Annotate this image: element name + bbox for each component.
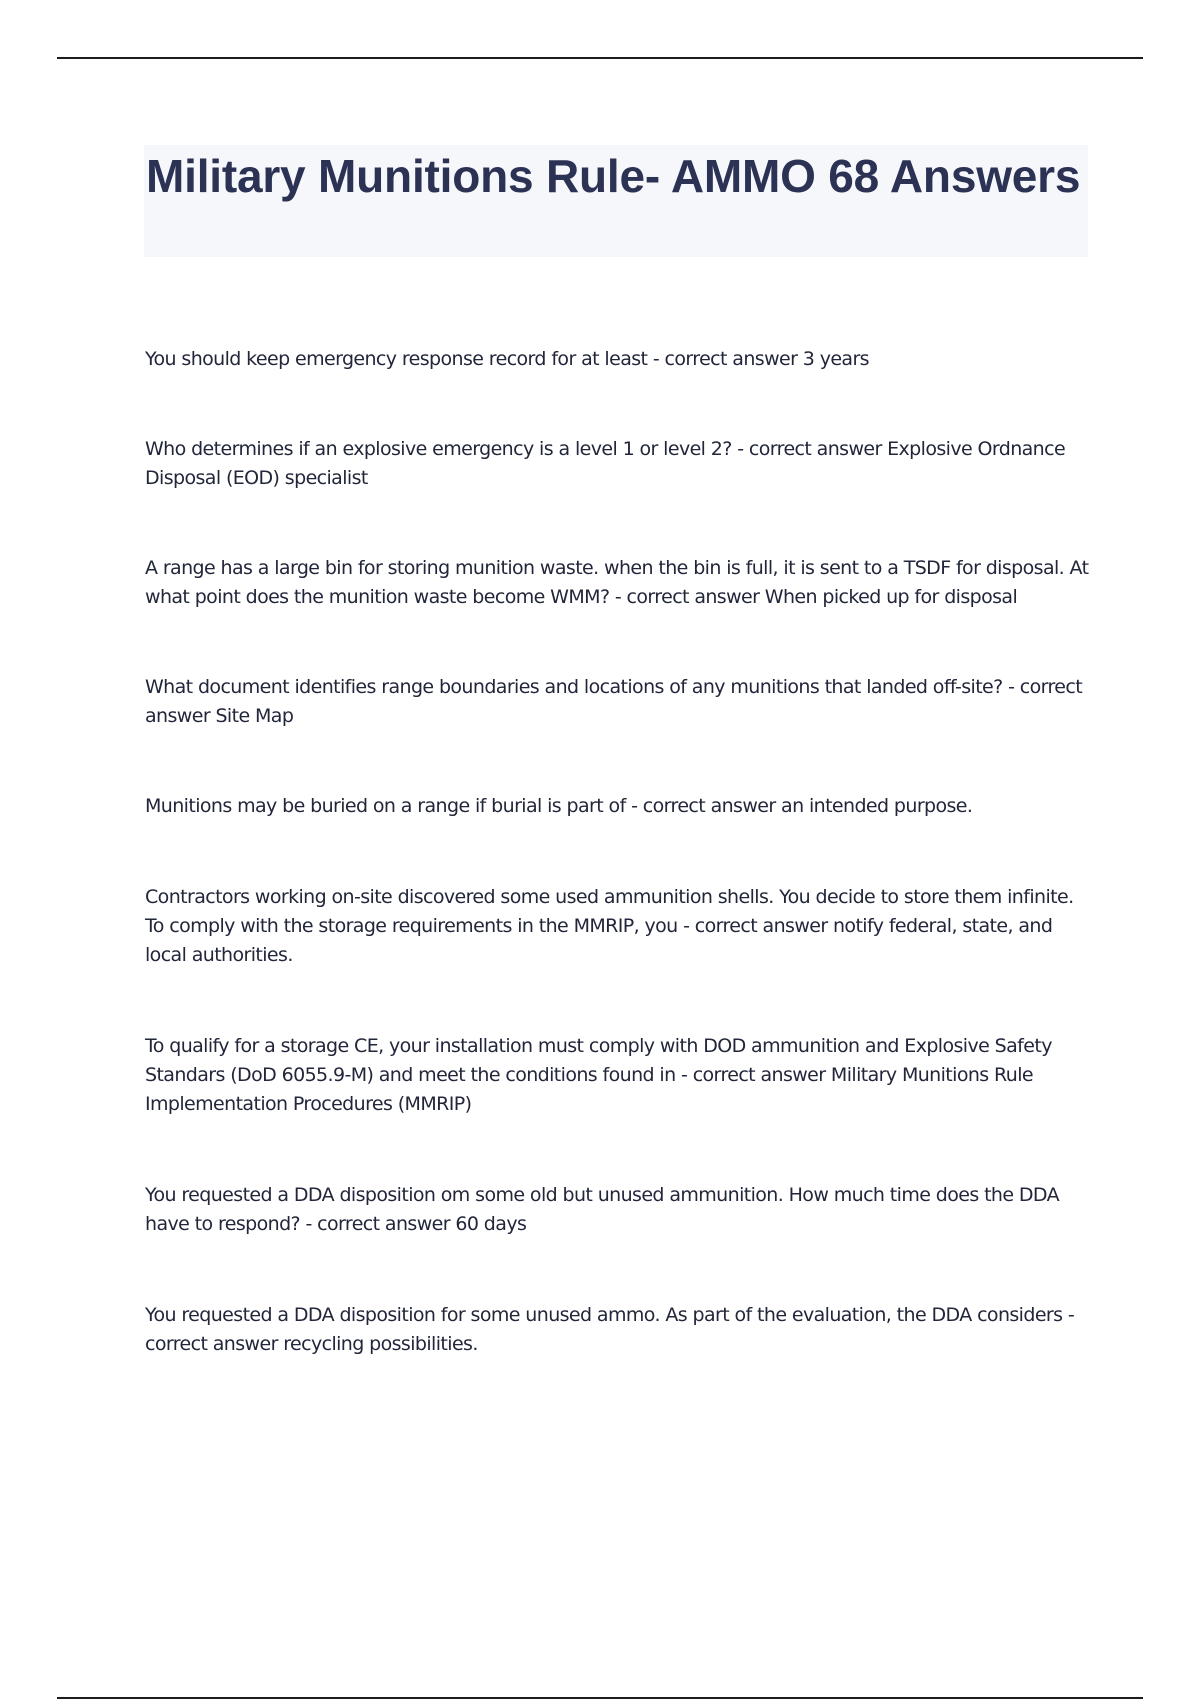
qa-item: You should keep emergency response record for at least - correct answer 3 years xyxy=(145,348,869,370)
qa-item: What document identifies range boundaries and locations of any munitions that landed off-site? - correct answer Site Map xyxy=(145,676,1083,727)
qa-item: Munitions may be buried on a range if burial is part of - correct answer an intended purpose. xyxy=(145,795,973,817)
qa-list xyxy=(145,345,1095,1359)
document-title: Military Munitions Rule- AMMO 68 Answers xyxy=(146,150,1081,202)
title-block xyxy=(144,145,1088,257)
qa-item: To qualify for a storage CE, your installation must comply with DOD ammunition and Explosive Safety Standars (DoD 6055.9-M) and meet the conditions found in - correct answer Military Munitions Rule Implementation Procedures (MMRIP) xyxy=(145,1035,1052,1115)
qa-item: Who determines if an explosive emergency is a level 1 or level 2? - correct answer Explosive Ordnance Disposal (EOD) specialist xyxy=(145,438,1066,489)
qa-item: Contractors working on-site discovered some used ammunition shells. You decide to store them infinite. To comply with the storage requirements in the MMRIP, you - correct answer notify federal, state, and local authorities. xyxy=(145,886,1074,966)
bottom-divider xyxy=(57,1697,1143,1699)
qa-item: You requested a DDA disposition for some unused ammo. As part of the evaluation, the DDA considers - correct answer recycling possibilities. xyxy=(145,1304,1075,1355)
qa-item: A range has a large bin for storing munition waste. when the bin is full, it is sent to a TSDF for disposal. At what point does the munition waste become WMM? - correct answer When picked up for disposal xyxy=(145,557,1089,608)
qa-item: You requested a DDA disposition om some old but unused ammunition. How much time does the DDA have to respond? - correct answer 60 days xyxy=(145,1184,1060,1235)
top-divider xyxy=(57,57,1143,59)
